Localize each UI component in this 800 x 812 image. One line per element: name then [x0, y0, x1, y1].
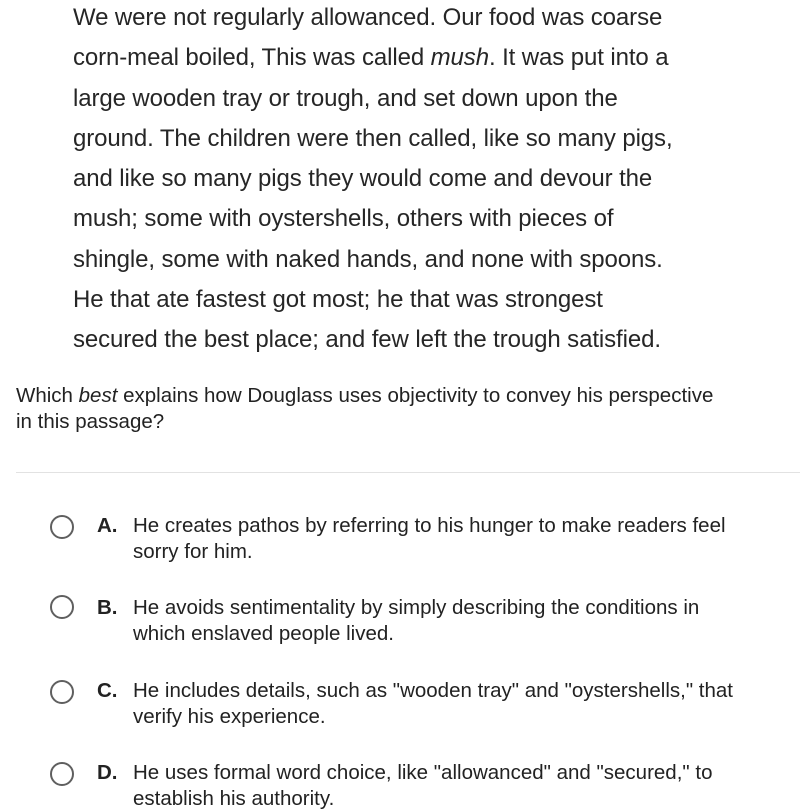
passage-line: We were not regularly allowanced. Our food was coarse	[73, 4, 663, 31]
passage-line: shingle, some with naked hands, and none with spoons.	[73, 245, 663, 273]
question-segment: Which	[16, 384, 79, 407]
passage-line-segment: corn-meal boiled, This was called	[73, 44, 431, 72]
question-line: in this passage?	[16, 410, 165, 433]
divider	[16, 472, 800, 473]
passage-line: and like so many pigs they would come and devour the	[73, 165, 653, 193]
choice-text	[133, 513, 800, 565]
passage-text	[73, 0, 773, 361]
choice-text-line: He avoids sentimentality by simply describing the conditions in	[133, 596, 700, 619]
choice-text	[133, 678, 800, 730]
radio-unselected-icon[interactable]	[50, 680, 74, 704]
choice-text	[133, 595, 800, 647]
radio-unselected-icon[interactable]	[50, 515, 74, 539]
passage-line	[73, 38, 773, 78]
choice-text-line: He includes details, such as "wooden tray" and "oystershells," that	[133, 679, 734, 702]
choice-text-line: establish his authority.	[133, 787, 335, 810]
question-segment: explains how Douglass uses objectivity to convey his perspective	[117, 384, 714, 407]
choice-letter: C.	[97, 679, 118, 702]
question-emphasis: best	[78, 384, 118, 407]
choice-letter: B.	[97, 596, 118, 619]
passage-line: secured the best place; and few left the trough satisfied.	[73, 326, 661, 354]
choice-text	[133, 760, 800, 812]
choice-text-line: He uses formal word choice, like "allowanced" and "secured," to	[133, 761, 713, 784]
radio-unselected-icon[interactable]	[50, 762, 74, 786]
question-prompt	[16, 383, 800, 435]
choice-text-line: sorry for him.	[133, 540, 253, 563]
passage-line: mush; some with oystershells, others with pieces of	[73, 205, 614, 233]
choice-letter: D.	[97, 761, 118, 784]
choice-text-line: which enslaved people lived.	[133, 622, 394, 645]
radio-unselected-icon[interactable]	[50, 595, 74, 619]
choice-text-line: He creates pathos by referring to his hunger to make readers feel	[133, 514, 726, 537]
passage-line: He that ate fastest got most; he that was strongest	[73, 286, 603, 314]
choice-letter: A.	[97, 514, 118, 537]
passage-line: ground. The children were then called, like so many pigs,	[73, 124, 673, 152]
passage-line: large wooden tray or trough, and set down upon the	[73, 84, 618, 112]
passage-line-segment: . It was put into a	[488, 44, 669, 72]
passage-emphasis: mush	[430, 44, 489, 72]
question-line	[16, 383, 800, 409]
choice-text-line: verify his experience.	[133, 705, 326, 728]
